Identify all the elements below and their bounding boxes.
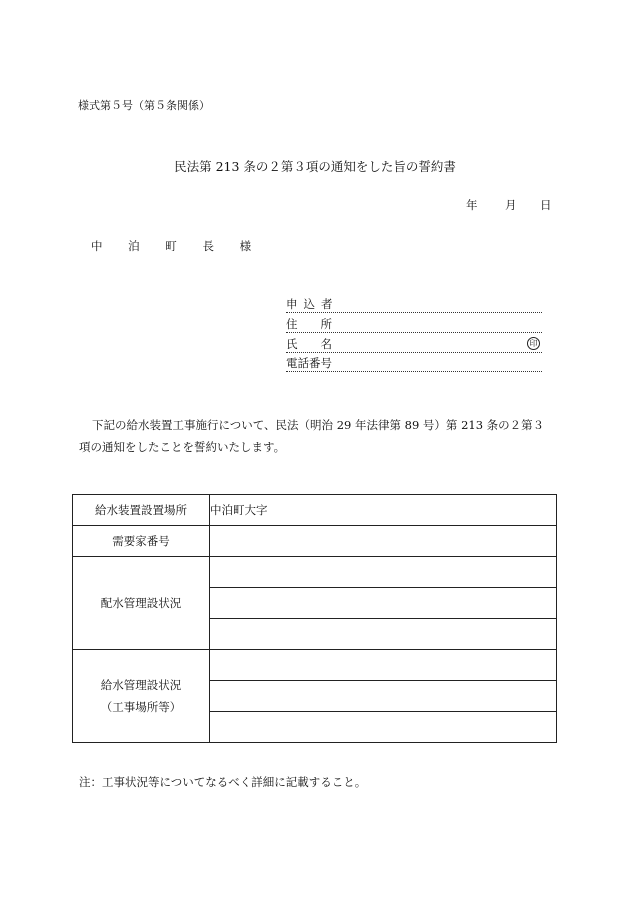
table-row [73, 650, 557, 681]
seal-mark: 印 [527, 337, 540, 350]
footnote: 注：工事状況等についてなるべく詳細に記載すること。 [79, 775, 367, 789]
information-table [72, 494, 557, 743]
supply-row-2[interactable] [210, 681, 557, 712]
supply-row-1[interactable] [210, 650, 557, 681]
name-label: 氏 名 [286, 337, 332, 351]
address-label: 住 所 [286, 317, 332, 331]
form-number: 様式第５号（第５条関係） [78, 99, 210, 112]
supply-label-line-2: （工事場所等） [100, 700, 182, 714]
table-row [73, 526, 557, 557]
applicant-field[interactable] [286, 297, 542, 313]
address-field[interactable] [286, 317, 542, 333]
distribution-row-2[interactable] [210, 588, 557, 619]
name-field[interactable] [286, 337, 542, 353]
supply-label-line-1: 給水管理設状況 [100, 678, 182, 692]
supply-label [73, 650, 210, 743]
date-day: 日 [540, 198, 552, 212]
customer-number-value[interactable] [210, 526, 557, 557]
location-label: 給水装置設置場所 [73, 495, 210, 526]
distribution-row-1[interactable] [210, 557, 557, 588]
applicant-label: 申込者 [286, 297, 339, 311]
document-title: 民法第 213 条の２第３項の通知をした旨の誓約書 [174, 159, 456, 174]
distribution-label: 配水管理設状況 [73, 557, 210, 650]
pledge-text: 下記の給水装置工事施行について、民法（明治 29 年法律第 89 号）第 213 条の２第３項の通知をしたことを誓約いたします。 [79, 418, 545, 454]
phone-field[interactable] [286, 356, 542, 372]
location-value[interactable]: 中泊町大字 [210, 495, 557, 526]
date-month: 月 [505, 198, 517, 212]
distribution-row-3[interactable] [210, 619, 557, 650]
table-row [73, 557, 557, 588]
customer-number-label: 需要家番号 [73, 526, 210, 557]
date-year: 年 [466, 198, 478, 212]
table-row [73, 495, 557, 526]
addressee: 中 泊 町 長 様 [91, 239, 263, 253]
phone-label: 電話番号 [286, 356, 332, 370]
supply-row-3[interactable] [210, 712, 557, 743]
